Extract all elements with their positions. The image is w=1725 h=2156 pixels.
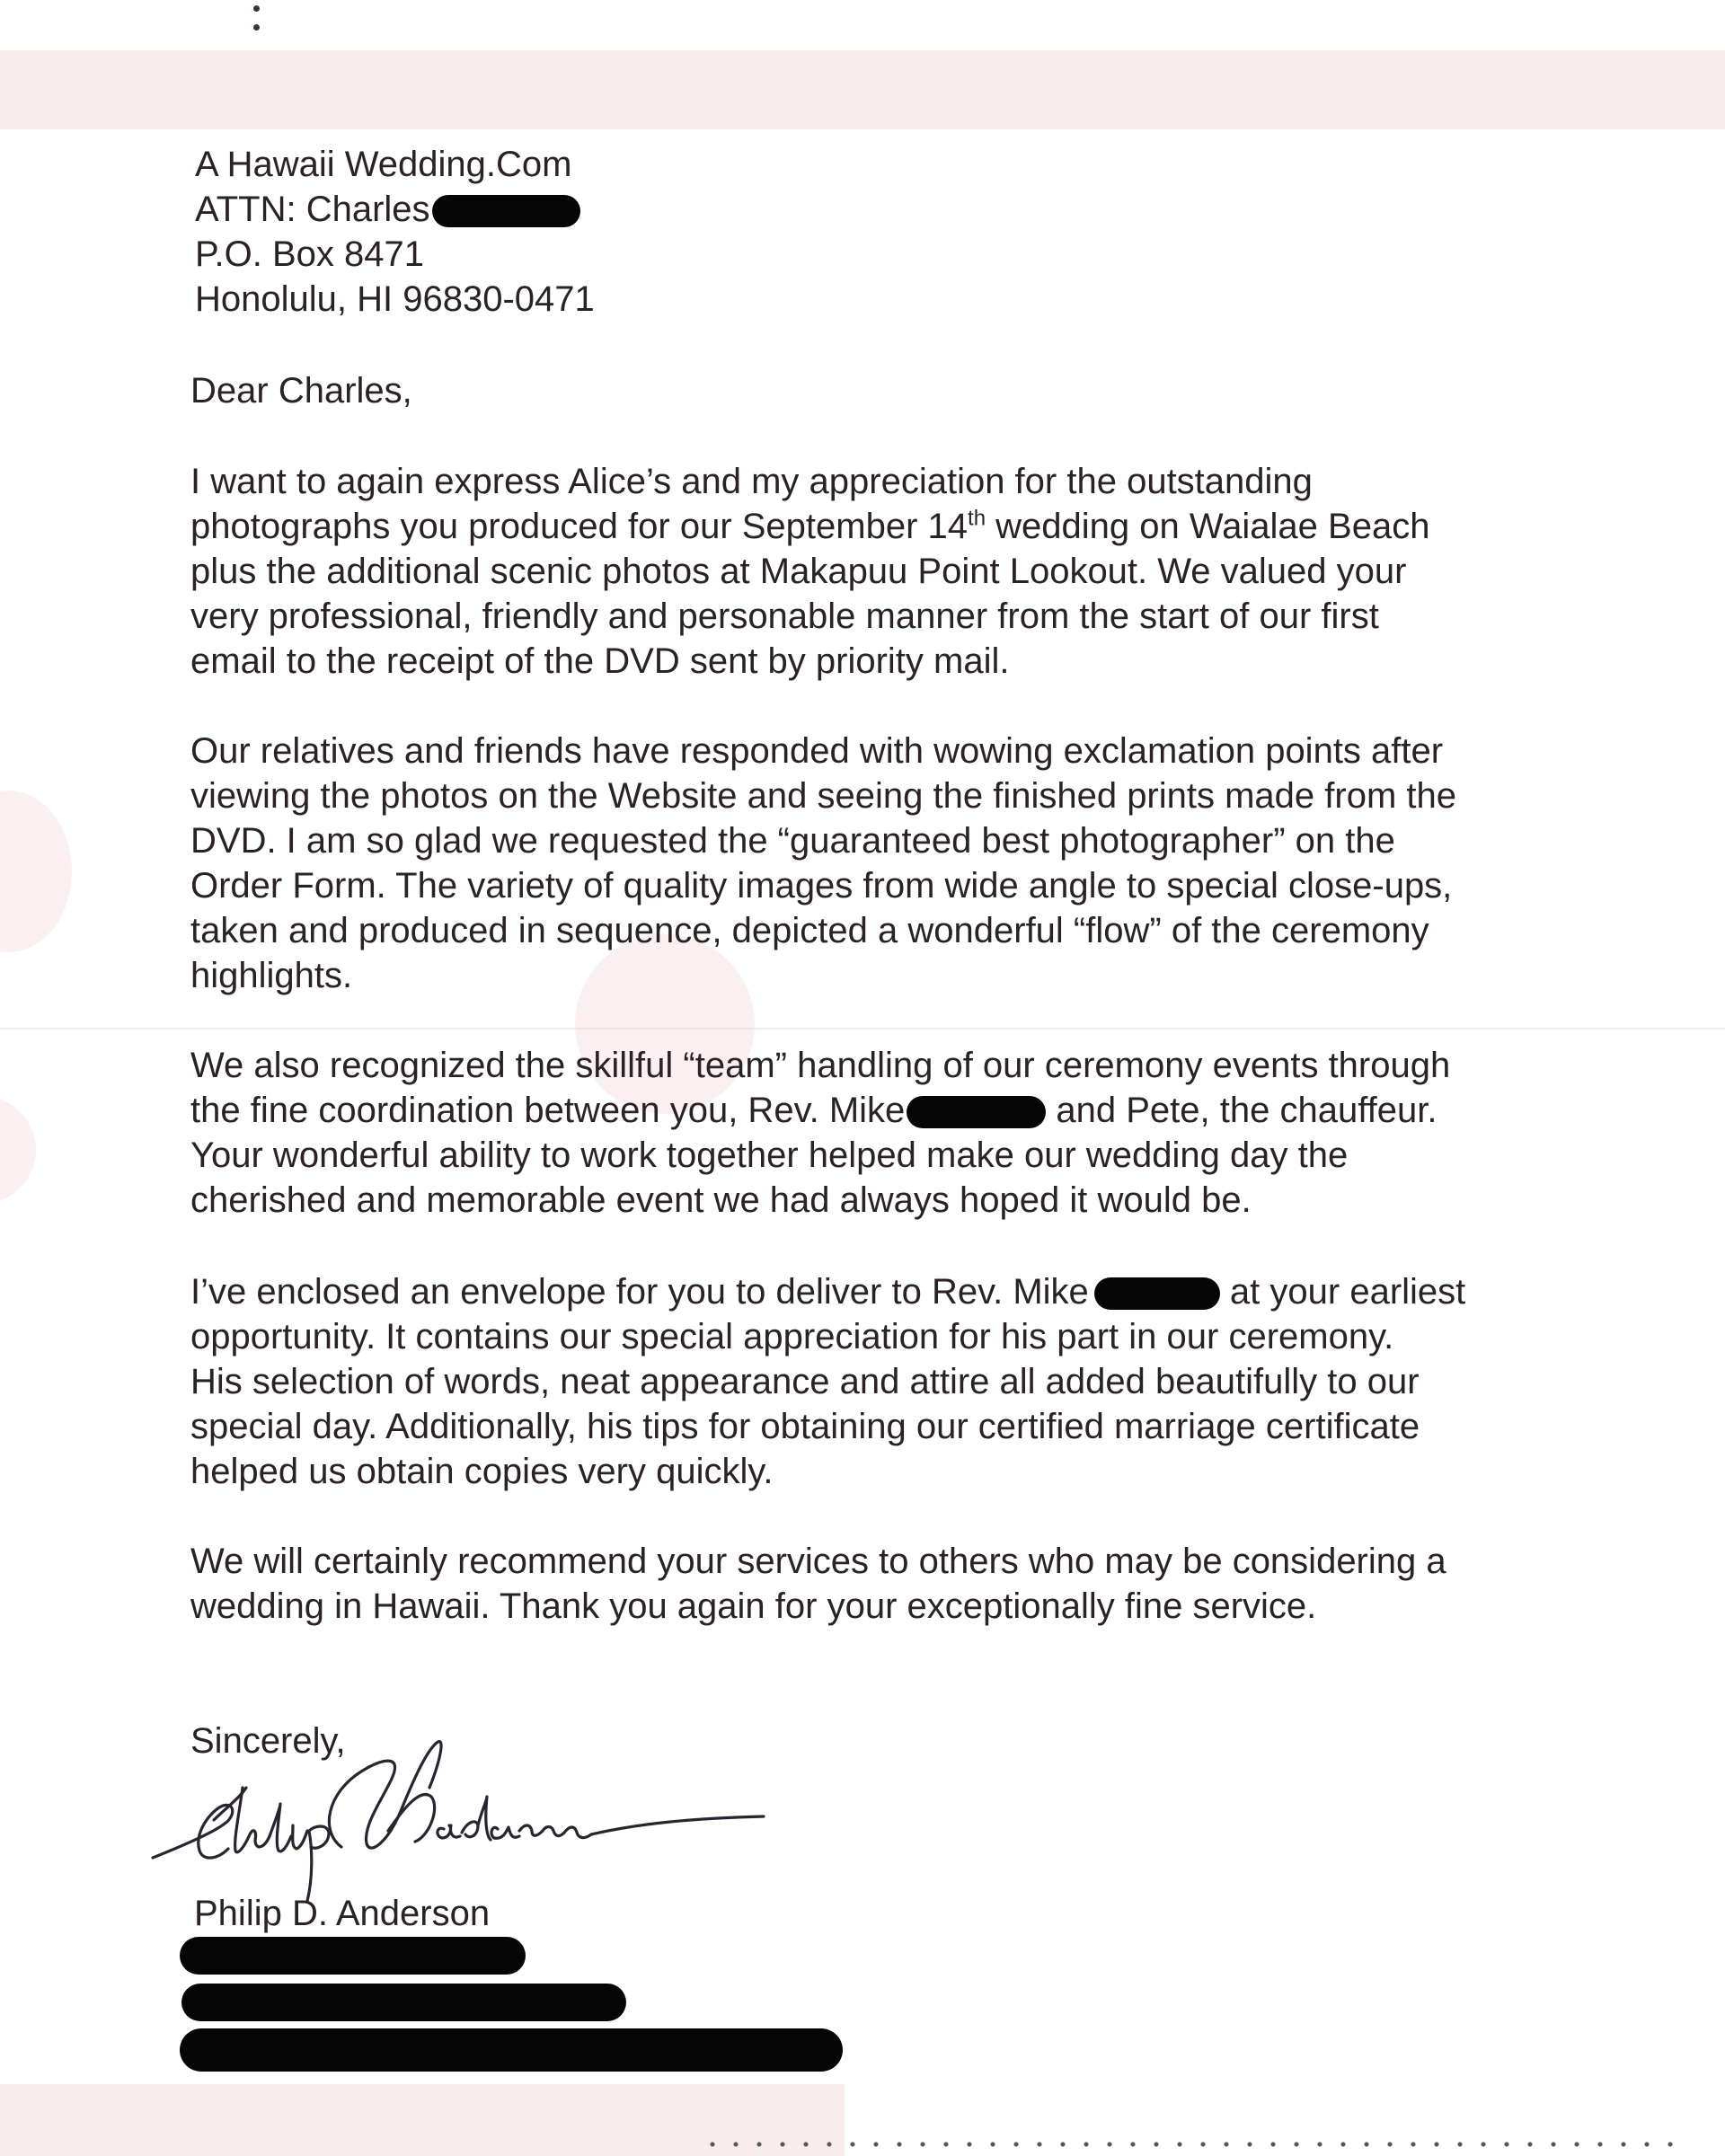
paragraph-line: cherished and memorable event we had always hoped it would be.	[190, 1180, 1252, 1220]
paragraph-line	[190, 504, 1429, 549]
salutation: Dear Charles,	[190, 371, 412, 411]
paragraph-line	[190, 1088, 1437, 1133]
redaction-bar	[180, 1937, 526, 1975]
paragraph-line: special day. Additionally, his tips for obtaining our certified marriage certificate	[190, 1407, 1420, 1446]
po-box: P.O. Box 8471	[195, 234, 424, 274]
paragraph-line: highlights.	[190, 956, 353, 995]
paragraph-line: I want to again express Alice’s and my appreciation for the outstanding	[190, 462, 1313, 501]
paragraph-line: email to the receipt of the DVD sent by priority mail.	[190, 641, 1010, 681]
paragraph-line: wedding in Hawaii. Thank you again for your exceptionally fine service.	[190, 1586, 1317, 1626]
paragraph-line: His selection of words, neat appearance and attire all added beautifully to our	[190, 1362, 1420, 1401]
redaction-bar	[180, 2028, 843, 2072]
paragraph-line: taken and produced in sequence, depicted a wonderful “flow” of the ceremony	[190, 911, 1429, 950]
company-name: A Hawaii Wedding.Com	[195, 145, 572, 184]
attn-text: ATTN: Charles	[195, 190, 430, 229]
paragraph-line: opportunity. It contains our special appreciation for his part in our ceremony.	[190, 1317, 1394, 1356]
paragraph-line: Order Form. The variety of quality images from wide angle to special close-ups,	[190, 866, 1453, 906]
line-text: at your earliest	[1219, 1272, 1466, 1312]
closing: Sincerely,	[190, 1721, 346, 1761]
paragraph-line: very professional, friendly and personable manner from the start of our first	[190, 596, 1379, 636]
signer-name: Philip D. Anderson	[194, 1894, 491, 1933]
redaction-bar	[907, 1096, 1046, 1128]
redaction-bar	[1094, 1277, 1220, 1310]
paragraph-line: We also recognized the skillful “team” handling of our ceremony events through	[190, 1046, 1451, 1085]
line-text: I’ve enclosed an envelope for you to deliver to Rev. Mike	[190, 1272, 1089, 1312]
paragraph-line: viewing the photos on the Website and seeing the finished prints made from the	[190, 776, 1457, 816]
line-text: photographs you produced for our September 14	[190, 507, 969, 546]
redaction-bar	[181, 1984, 626, 2021]
line-text: wedding on Waialae Beach	[986, 507, 1430, 546]
city-line: Honolulu, HI 96830-0471	[195, 279, 595, 319]
paragraph-line: Your wonderful ability to work together helped make our wedding day the	[190, 1135, 1349, 1175]
paragraph-line: helped us obtain copies very quickly.	[190, 1452, 774, 1491]
redaction-bar	[432, 195, 580, 227]
paragraph-line: Our relatives and friends have responded with wowing exclamation points after	[190, 731, 1444, 771]
line-text: and Pete, the chauffeur.	[1046, 1091, 1438, 1130]
paragraph-line: DVD. I am so glad we requested the “guaranteed best photographer” on the	[190, 821, 1395, 861]
paragraph-line: plus the additional scenic photos at Makapuu Point Lookout. We valued your	[190, 552, 1407, 591]
paragraph-line: We will certainly recommend your services to others who may be considering a	[190, 1542, 1446, 1581]
attn-line	[195, 187, 580, 232]
perforation-edge	[701, 2142, 1689, 2147]
line-text: the fine coordination between you, Rev. Mike	[190, 1091, 906, 1130]
signature-image	[135, 1725, 836, 1904]
superscript: th	[968, 506, 986, 531]
paragraph-line	[190, 1269, 1465, 1314]
